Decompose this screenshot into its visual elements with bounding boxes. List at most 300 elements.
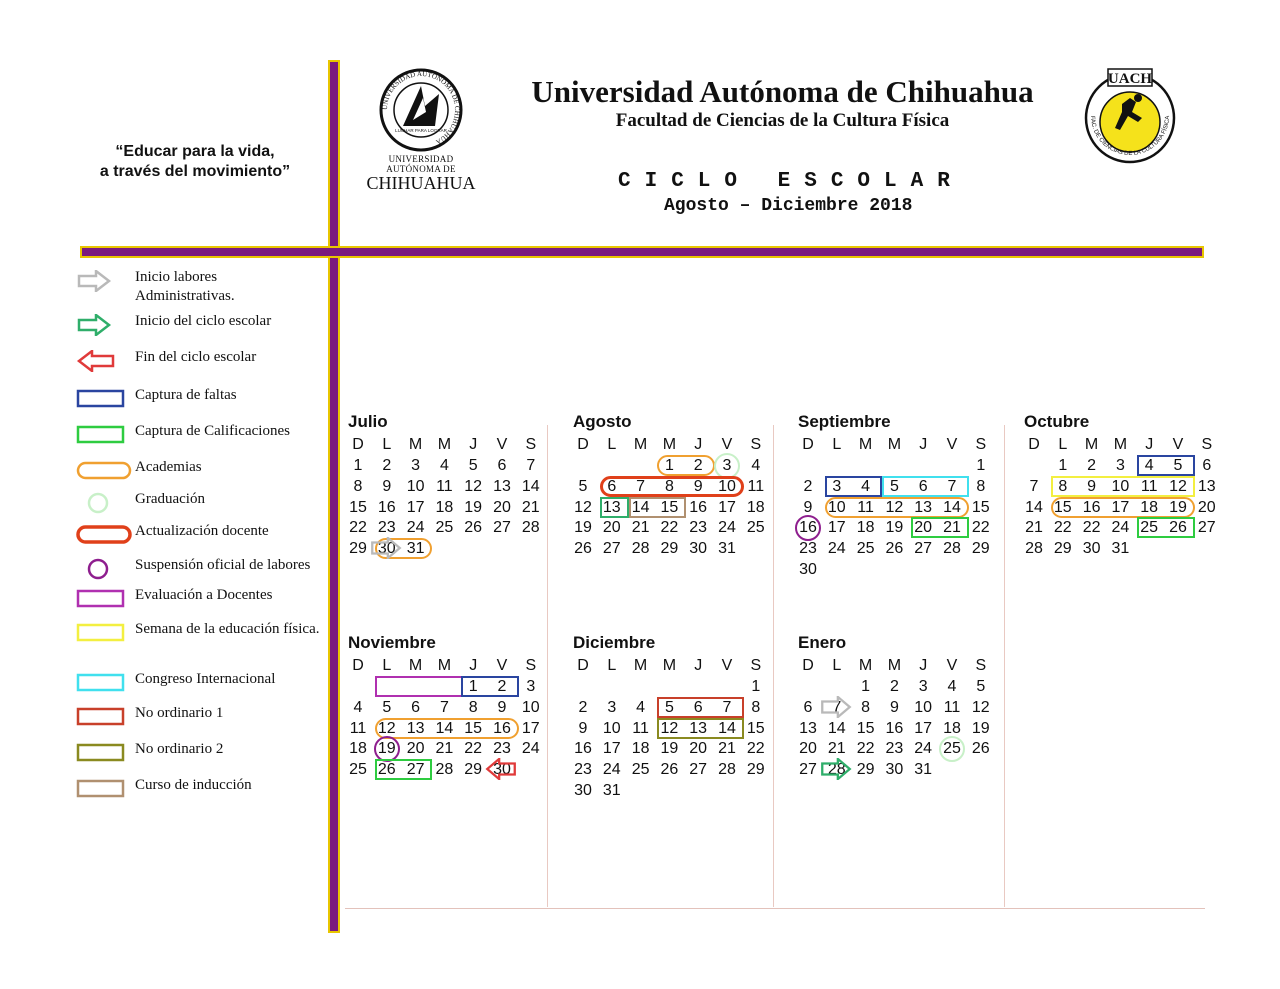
- day-cell: 27: [689, 761, 708, 779]
- legend-label: Congreso Internacional: [135, 671, 276, 687]
- page-title: CICLO ESCOLAR: [618, 170, 964, 193]
- legend-item: [76, 458, 336, 482]
- day-cell: 19: [660, 740, 679, 758]
- uach-faculty-logo: [1082, 68, 1178, 164]
- month-name: Octubre: [1024, 412, 1090, 431]
- weekday-header: S: [525, 436, 537, 453]
- day-cell: 22: [349, 519, 367, 537]
- weekday-header: D: [802, 657, 814, 674]
- day-cell: 30: [574, 782, 592, 799]
- day-cell: 19: [574, 519, 592, 537]
- month-name: Agosto: [573, 412, 632, 431]
- period-subtitle: Agosto – Diciembre 2018: [664, 196, 913, 216]
- day-cell: 10: [718, 477, 736, 495]
- day-cell: 27: [799, 761, 817, 779]
- day-cell: 18: [746, 498, 765, 516]
- day-cell: 16: [574, 740, 592, 758]
- legend-item: [76, 490, 336, 514]
- day-cell: 7: [636, 477, 646, 495]
- day-cell: 7: [947, 477, 957, 495]
- weekday-header: L: [382, 436, 392, 453]
- cyan-rect-icon: [76, 672, 132, 692]
- day-cell: 8: [751, 698, 761, 716]
- day-cell: 4: [751, 457, 761, 474]
- day-cell: 3: [832, 477, 842, 495]
- day-cell: 4: [636, 698, 646, 716]
- day-cell: 17: [406, 498, 425, 516]
- day-cell: 23: [377, 519, 396, 537]
- day-cell: 13: [602, 498, 621, 516]
- day-cell: 10: [406, 477, 425, 495]
- day-cell: 27: [602, 540, 621, 558]
- day-cell: 30: [493, 761, 511, 779]
- arrow-left-red-icon: [76, 350, 132, 370]
- weekday-header: S: [750, 657, 762, 674]
- weekday-header: M: [887, 436, 902, 453]
- seal-tagline: LUCHAR PARA LOGRAR: [395, 128, 447, 133]
- day-cell: 3: [526, 678, 536, 695]
- legend-item: [76, 740, 336, 764]
- day-cell: 8: [976, 477, 986, 495]
- day-cell: 13: [689, 719, 708, 737]
- weekday-header: L: [607, 436, 617, 453]
- day-cell: 2: [1087, 457, 1097, 474]
- day-cell: 22: [971, 519, 990, 537]
- day-cell: 30: [377, 540, 396, 558]
- day-cell: 10: [521, 698, 540, 716]
- day-cell: 1: [664, 457, 674, 474]
- weekday-header: J: [919, 436, 928, 453]
- day-cell: 17: [914, 719, 933, 737]
- day-cell: 21: [631, 519, 650, 537]
- day-cell: 24: [718, 519, 736, 537]
- day-cell: 16: [493, 719, 511, 737]
- weekday-header: M: [408, 657, 423, 674]
- day-cell: 21: [521, 498, 540, 516]
- day-cell: 7: [1029, 477, 1039, 495]
- day-cell: 5: [664, 698, 674, 716]
- weekday-header: M: [662, 657, 677, 674]
- seal-ring-text: UNIVERSIDAD AUTÓNOMA DE CHIHUAHUA: [380, 69, 462, 147]
- month-octubre: [1024, 412, 1239, 622]
- day-cell: 19: [885, 519, 904, 537]
- day-cell: 20: [689, 740, 708, 758]
- day-cell: 14: [1025, 498, 1043, 516]
- day-cell: 13: [799, 719, 817, 737]
- day-cell: 18: [943, 719, 961, 737]
- day-cell: 14: [521, 477, 540, 495]
- day-cell: 15: [971, 498, 990, 516]
- weekday-header: J: [694, 436, 703, 453]
- day-cell: 24: [406, 519, 425, 537]
- day-cell: 4: [1144, 457, 1154, 474]
- day-cell: 21: [718, 740, 736, 758]
- day-cell: 8: [1058, 477, 1068, 495]
- motto-line-1: “Educar para la vida,: [115, 143, 275, 160]
- day-cell: 28: [718, 761, 736, 779]
- day-cell: 2: [693, 457, 703, 474]
- purple-circle-icon: [76, 558, 132, 578]
- day-cell: 9: [382, 477, 392, 495]
- day-cell: 12: [574, 498, 592, 516]
- day-cell: 11: [943, 698, 961, 716]
- day-cell: 9: [578, 719, 588, 737]
- uach-logo-text: UACH: [1107, 71, 1153, 87]
- day-cell: 24: [1111, 519, 1130, 537]
- day-cell: 30: [885, 761, 904, 779]
- day-cell: 10: [1111, 477, 1130, 495]
- weekday-header: M: [408, 436, 423, 453]
- legend: [76, 268, 331, 808]
- day-cell: 26: [971, 740, 990, 758]
- weekday-header: M: [437, 436, 452, 453]
- day-cell: 18: [435, 498, 454, 516]
- weekday-header: V: [496, 436, 508, 453]
- weekday-header: M: [633, 436, 648, 453]
- day-cell: 28: [1025, 540, 1043, 558]
- magenta-rect-icon: [76, 588, 132, 608]
- weekday-header: V: [721, 436, 733, 453]
- day-cell: 14: [718, 719, 736, 737]
- weekday-header: D: [577, 657, 589, 674]
- day-cell: 20: [406, 740, 425, 758]
- day-cell: 28: [827, 761, 846, 779]
- day-cell: 8: [468, 698, 478, 716]
- day-cell: 11: [1140, 477, 1158, 495]
- day-cell: 1: [468, 678, 478, 695]
- day-cell: 19: [971, 719, 990, 737]
- day-cell: 9: [693, 477, 703, 495]
- weekday-header: L: [832, 436, 842, 453]
- day-cell: 4: [353, 698, 363, 716]
- legend-label: No ordinario 1: [135, 705, 224, 721]
- legend-label: No ordinario 2: [135, 741, 224, 757]
- day-cell: 11: [632, 719, 649, 737]
- weekday-header: M: [633, 657, 648, 674]
- day-cell: 18: [1140, 498, 1159, 516]
- day-cell: 29: [1053, 540, 1072, 558]
- day-cell: 1: [1058, 457, 1068, 474]
- legend-item: [76, 312, 336, 336]
- day-cell: 16: [1082, 498, 1101, 516]
- weekday-header: V: [1172, 436, 1184, 453]
- day-cell: 25: [746, 519, 765, 537]
- day-cell: 22: [1082, 519, 1101, 537]
- day-cell: 1: [976, 457, 986, 474]
- weekday-header: J: [919, 657, 928, 674]
- day-cell: 3: [1115, 457, 1125, 474]
- day-cell: 18: [631, 740, 650, 758]
- day-cell: 27: [914, 540, 933, 558]
- day-cell: 12: [885, 498, 904, 516]
- legend-item: [76, 348, 336, 372]
- day-cell: 20: [914, 519, 933, 537]
- day-cell: 4: [861, 477, 871, 495]
- day-cell: 18: [856, 519, 875, 537]
- day-cell: 16: [377, 498, 396, 516]
- bottom-rule: [345, 908, 1205, 909]
- day-cell: 6: [693, 698, 703, 716]
- month-name: Septiembre: [798, 412, 891, 431]
- day-cell: 30: [1082, 540, 1101, 558]
- day-cell: 23: [574, 761, 592, 779]
- day-cell: 28: [521, 519, 540, 537]
- day-cell: 3: [411, 457, 421, 474]
- day-cell: 14: [631, 498, 650, 516]
- day-cell: 3: [918, 678, 928, 695]
- weekday-header: J: [1145, 436, 1154, 453]
- legend-item: [76, 776, 336, 800]
- weekday-header: M: [1084, 436, 1099, 453]
- day-cell: 5: [1173, 457, 1183, 474]
- day-cell: 9: [889, 698, 899, 716]
- day-cell: 2: [382, 457, 392, 474]
- day-cell: 22: [746, 740, 765, 758]
- day-cell: 16: [885, 719, 904, 737]
- seal-text-line1: UNIVERSIDAD AUTÓNOMA DE: [386, 154, 456, 174]
- day-cell: 6: [1202, 457, 1212, 474]
- day-cell: 25: [943, 740, 961, 758]
- day-cell: 29: [349, 540, 367, 558]
- month-name: Noviembre: [348, 633, 436, 652]
- day-cell: 14: [943, 498, 961, 516]
- weekday-header: L: [1058, 436, 1068, 453]
- blue-rect-icon: [76, 388, 132, 408]
- day-cell: 26: [377, 761, 396, 779]
- tan-rect-icon: [76, 778, 132, 798]
- motto: [60, 142, 330, 182]
- day-cell: 28: [631, 540, 650, 558]
- uach-runner-logo-icon: [1082, 68, 1178, 164]
- day-cell: 21: [435, 740, 454, 758]
- day-cell: 27: [1197, 519, 1216, 537]
- weekday-header: L: [832, 657, 842, 674]
- legend-item: [76, 556, 336, 580]
- day-cell: 15: [1053, 498, 1072, 516]
- day-cell: 3: [722, 457, 732, 474]
- day-cell: 24: [914, 740, 933, 758]
- day-cell: 15: [746, 719, 765, 737]
- weekday-header: S: [975, 436, 987, 453]
- weekday-header: V: [721, 657, 733, 674]
- weekday-header: M: [662, 436, 677, 453]
- day-cell: 14: [435, 719, 454, 737]
- day-cell: 7: [526, 457, 536, 474]
- day-cell: 28: [435, 761, 454, 779]
- legend-item: [76, 386, 336, 410]
- weekday-header: S: [1201, 436, 1213, 453]
- day-cell: 29: [746, 761, 765, 779]
- day-cell: 27: [493, 519, 511, 537]
- legend-label: Captura de Calificaciones: [135, 423, 290, 439]
- day-cell: 30: [689, 540, 708, 558]
- day-cell: 22: [856, 740, 875, 758]
- day-cell: 7: [722, 698, 732, 716]
- weekday-header: S: [975, 657, 987, 674]
- weekday-header: S: [525, 657, 537, 674]
- day-cell: 13: [1197, 477, 1216, 495]
- day-cell: 16: [799, 519, 817, 537]
- weekday-header: L: [382, 657, 392, 674]
- day-cell: 15: [660, 498, 679, 516]
- day-cell: 3: [607, 698, 617, 716]
- day-cell: 15: [349, 498, 367, 516]
- orange-oval-icon: [76, 460, 132, 480]
- weekday-header: V: [946, 657, 958, 674]
- day-cell: 26: [885, 540, 904, 558]
- weekday-header: D: [802, 436, 814, 453]
- day-cell: 1: [861, 678, 871, 695]
- arrow-right-gray-icon: [76, 270, 132, 290]
- day-cell: 6: [411, 698, 421, 716]
- seal-emblem-icon: [379, 68, 463, 152]
- day-cell: 17: [1111, 498, 1130, 516]
- day-cell: 15: [856, 719, 875, 737]
- day-cell: 20: [799, 740, 817, 758]
- day-cell: 25: [435, 519, 454, 537]
- day-cell: 14: [827, 719, 846, 737]
- legend-item: [76, 422, 336, 446]
- legend-item: [76, 620, 336, 644]
- university-name: Universidad Autónoma de Chihuahua: [531, 74, 1034, 109]
- day-cell: 16: [689, 498, 708, 516]
- arrow-right-green-icon: [76, 314, 132, 334]
- legend-item: [76, 268, 336, 304]
- legend-item: [76, 704, 336, 728]
- day-cell: 9: [803, 498, 813, 516]
- day-cell: 7: [439, 698, 449, 716]
- weekday-header: M: [1113, 436, 1128, 453]
- day-cell: 6: [918, 477, 928, 495]
- day-cell: 29: [856, 761, 875, 779]
- day-cell: 23: [885, 740, 904, 758]
- uach-ring-text: FAC. DE CIENCIAS DE LA CULTURA FÍSICA: [1088, 115, 1172, 158]
- day-cell: 26: [464, 519, 483, 537]
- day-cell: 15: [464, 719, 483, 737]
- day-cell: 5: [468, 457, 478, 474]
- legend-label: Captura de faltas: [135, 387, 237, 403]
- day-cell: 17: [602, 740, 621, 758]
- day-cell: 29: [971, 540, 990, 558]
- weekday-header: V: [496, 657, 508, 674]
- day-cell: 6: [497, 457, 507, 474]
- weekday-header: J: [469, 657, 478, 674]
- red-oval-icon: [76, 524, 132, 544]
- day-cell: 2: [578, 698, 588, 716]
- month-name: Enero: [798, 633, 847, 652]
- day-cell: 25: [1140, 519, 1159, 537]
- day-cell: 13: [493, 477, 511, 495]
- day-cell: 24: [602, 761, 621, 779]
- day-cell: 22: [660, 519, 679, 537]
- day-cell: 11: [436, 477, 453, 495]
- day-cell: 10: [827, 498, 846, 516]
- day-cell: 26: [1169, 519, 1187, 537]
- day-cell: 19: [464, 498, 483, 516]
- day-cell: 4: [439, 457, 449, 474]
- month-noviembre: [348, 633, 563, 843]
- month-julio: [348, 412, 563, 622]
- legend-item: [76, 522, 336, 546]
- day-cell: 5: [889, 477, 899, 495]
- day-cell: 17: [521, 719, 540, 737]
- motto-line-2: a través del movimiento”: [99, 163, 291, 180]
- day-cell: 6: [607, 477, 617, 495]
- darkred-rect-icon: [76, 706, 132, 726]
- green-rect-icon: [76, 424, 132, 444]
- weekday-header: L: [607, 657, 617, 674]
- day-cell: 13: [914, 498, 933, 516]
- day-cell: 8: [353, 477, 363, 495]
- day-cell: 23: [799, 540, 817, 558]
- day-cell: 31: [406, 540, 425, 558]
- day-cell: 17: [718, 498, 736, 516]
- day-cell: 19: [1169, 498, 1187, 516]
- day-cell: 12: [464, 477, 483, 495]
- legend-label: Actualización docente: [135, 523, 269, 539]
- day-cell: 29: [464, 761, 483, 779]
- weekday-header: M: [437, 657, 452, 674]
- day-cell: 5: [382, 698, 392, 716]
- weekday-header: M: [887, 657, 902, 674]
- day-cell: 23: [689, 519, 708, 537]
- day-cell: 19: [377, 740, 396, 758]
- legend-item: [76, 586, 336, 610]
- day-cell: 12: [971, 698, 990, 716]
- month-name: Julio: [348, 412, 388, 431]
- day-cell: 25: [631, 761, 650, 779]
- day-cell: 9: [1087, 477, 1097, 495]
- day-cell: 22: [464, 740, 483, 758]
- horizontal-purple-bar: [80, 246, 1204, 258]
- day-cell: 25: [856, 540, 875, 558]
- day-cell: 13: [406, 719, 425, 737]
- day-cell: 2: [803, 477, 813, 495]
- day-cell: 31: [1111, 540, 1130, 558]
- legend-label: Inicio del ciclo escolar: [135, 313, 272, 329]
- day-cell: 12: [660, 719, 679, 737]
- legend-label: Inicio labores Administrativas.: [135, 269, 235, 304]
- day-cell: 8: [861, 698, 871, 716]
- day-cell: 27: [406, 761, 425, 779]
- legend-label: Academias: [135, 459, 202, 475]
- faculty-name: Facultad de Ciencias de la Cultura Física: [615, 110, 950, 131]
- day-cell: 18: [349, 740, 367, 758]
- day-cell: 17: [827, 519, 846, 537]
- day-cell: 5: [578, 477, 588, 495]
- weekday-header: M: [858, 436, 873, 453]
- day-cell: 31: [718, 540, 736, 558]
- day-cell: 1: [353, 457, 363, 474]
- day-cell: 7: [832, 698, 842, 716]
- month-agosto: [573, 412, 788, 622]
- day-cell: 1: [751, 678, 761, 695]
- day-cell: 24: [521, 740, 540, 758]
- day-cell: 12: [377, 719, 396, 737]
- day-cell: 20: [602, 519, 621, 537]
- day-cell: 25: [349, 761, 367, 779]
- legend-label: Graduación: [135, 491, 205, 507]
- day-cell: 5: [976, 678, 986, 695]
- day-cell: 31: [914, 761, 933, 779]
- day-cell: 4: [947, 678, 957, 695]
- light-green-circle-icon: [76, 492, 132, 512]
- legend-label: Semana de la educación física.: [135, 621, 320, 637]
- day-cell: 9: [497, 698, 507, 716]
- weekday-header: M: [858, 657, 873, 674]
- day-cell: 21: [1025, 519, 1043, 537]
- legend-label: Evaluación a Docentes: [135, 587, 273, 603]
